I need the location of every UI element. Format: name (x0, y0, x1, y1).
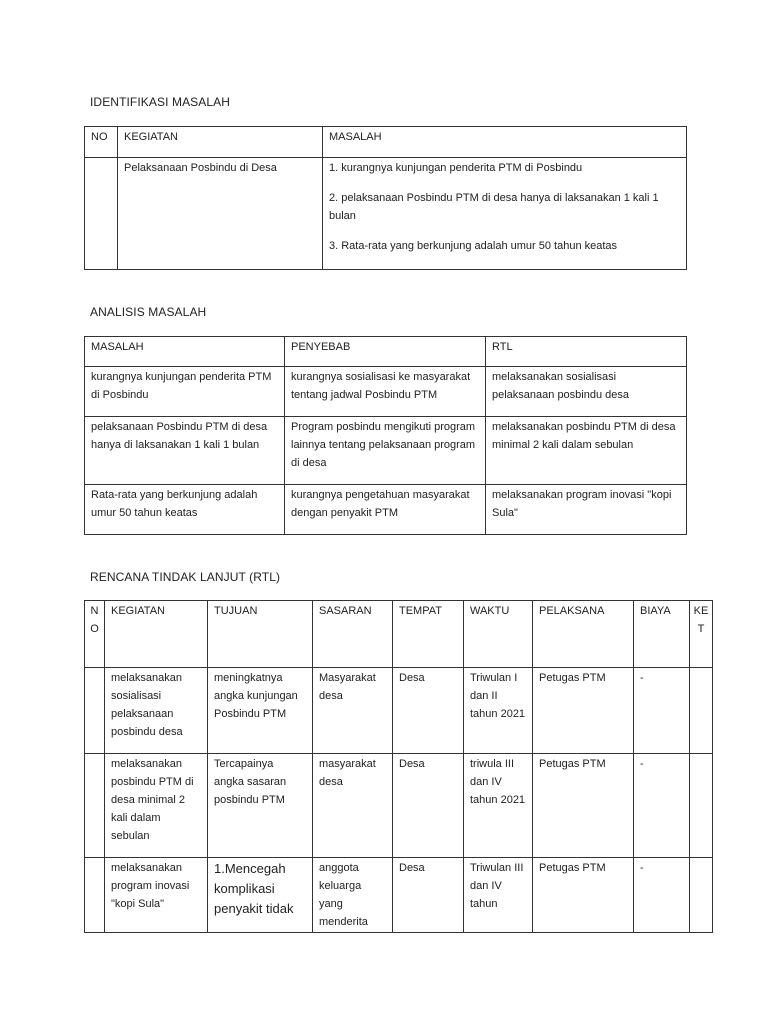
cell-no (85, 858, 105, 933)
cell-tujuan: meningkatnya angka kunjungan Posbindu PTM (208, 668, 313, 754)
cell-no (85, 754, 105, 858)
cell-penyebab: kurangnya sosialisasi ke masyarakat tentang jadwal Posbindu PTM (285, 367, 486, 417)
cell-sasaran: masyarakat desa (313, 754, 393, 858)
cell-pelaksana: Petugas PTM (533, 754, 634, 858)
header-biaya: BIAYA (634, 601, 690, 668)
header-no: NO (85, 601, 105, 668)
cell-tempat: Desa (393, 754, 464, 858)
cell-masalah: pelaksanaan Posbindu PTM di desa hanya di laksanakan 1 kali 1 bulan (85, 417, 285, 485)
identifikasi-table (84, 126, 687, 270)
cell-masalah: kurangnya kunjungan penderita PTM di Posbindu (85, 367, 285, 417)
masalah-item: 3. Rata-rata yang berkunjung adalah umur 50 tahun keatas (329, 240, 618, 252)
cell-masalah (323, 158, 687, 270)
section-title-identifikasi: IDENTIFIKASI MASALAH (90, 95, 231, 109)
header-sasaran: SASARAN (313, 601, 393, 668)
cell-ket (690, 754, 713, 858)
table-row (85, 158, 687, 270)
header-masalah: MASALAH (323, 127, 687, 158)
rtl-table (84, 600, 713, 933)
section-title-rtl: RENCANA TINDAK LANJUT (RTL) (90, 570, 281, 584)
analisis-table (84, 336, 687, 535)
header-kegiatan: KEGIATAN (118, 127, 323, 158)
header-kegiatan: KEGIATAN (105, 601, 208, 668)
cell-tempat: Desa (393, 668, 464, 754)
header-no: NO (85, 127, 118, 158)
cell-kegiatan: melaksanakan posbindu PTM di desa minimal 2 kali dalam sebulan (105, 754, 208, 858)
header-masalah: MASALAH (85, 337, 285, 367)
header-tempat: TEMPAT (393, 601, 464, 668)
cell-waktu: Triwulan I dan II tahun 2021 (464, 668, 533, 754)
table-row (85, 417, 687, 485)
cell-sasaran: anggota keluarga yang menderita (313, 858, 393, 933)
cell-tujuan: 1.Mencegah komplikasi penyakit tidak (208, 858, 313, 933)
cell-kegiatan: Pelaksanaan Posbindu di Desa (118, 158, 323, 270)
cell-rtl: melaksanakan posbindu PTM di desa minimal 2 kali dalam sebulan (486, 417, 687, 485)
table-row (85, 858, 713, 933)
table-row (85, 668, 713, 754)
cell-biaya: - (634, 754, 690, 858)
cell-penyebab: Program posbindu mengikuti program lainnya tentang pelaksanaan program di desa (285, 417, 486, 485)
cell-ket (690, 668, 713, 754)
cell-penyebab: kurangnya pengetahuan masyarakat dengan penyakit PTM (285, 485, 486, 535)
cell-tempat: Desa (393, 858, 464, 933)
cell-no (85, 158, 118, 270)
table-header-row (85, 601, 713, 668)
cell-pelaksana: Petugas PTM (533, 668, 634, 754)
cell-tujuan: Tercapainya angka sasaran posbindu PTM (208, 754, 313, 858)
header-pelaksana: PELAKSANA (533, 601, 634, 668)
cell-masalah: Rata-rata yang berkunjung adalah umur 50 tahun keatas (85, 485, 285, 535)
cell-kegiatan: melaksanakan program inovasi "kopi Sula" (105, 858, 208, 933)
cell-rtl: melaksanakan program inovasi "kopi Sula" (486, 485, 687, 535)
cell-sasaran: Masyarakat desa (313, 668, 393, 754)
cell-no (85, 668, 105, 754)
table-header-row (85, 127, 687, 158)
header-waktu: WAKTU (464, 601, 533, 668)
table-row (85, 485, 687, 535)
table-row (85, 754, 713, 858)
table-row (85, 367, 687, 417)
cell-rtl: melaksanakan sosialisasi pelaksanaan posbindu desa (486, 367, 687, 417)
cell-kegiatan: melaksanakan sosialisasi pelaksanaan posbindu desa (105, 668, 208, 754)
cell-waktu: Triwulan III dan IV tahun (464, 858, 533, 933)
header-penyebab: PENYEBAB (285, 337, 486, 367)
header-tujuan: TUJUAN (208, 601, 313, 668)
section-title-analisis: ANALISIS MASALAH (90, 305, 207, 319)
header-rtl: RTL (486, 337, 687, 367)
cell-waktu: triwula III dan IV tahun 2021 (464, 754, 533, 858)
cell-biaya: - (634, 858, 690, 933)
cell-ket (690, 858, 713, 933)
cell-pelaksana: Petugas PTM (533, 858, 634, 933)
cell-biaya: - (634, 668, 690, 754)
table-header-row (85, 337, 687, 367)
header-ket: KET (690, 601, 713, 668)
masalah-item: 2. pelaksanaan Posbindu PTM di desa hanya di laksanakan 1 kali 1 bulan (329, 192, 659, 222)
masalah-item: 1. kurangnya kunjungan penderita PTM di Posbindu (329, 162, 583, 174)
